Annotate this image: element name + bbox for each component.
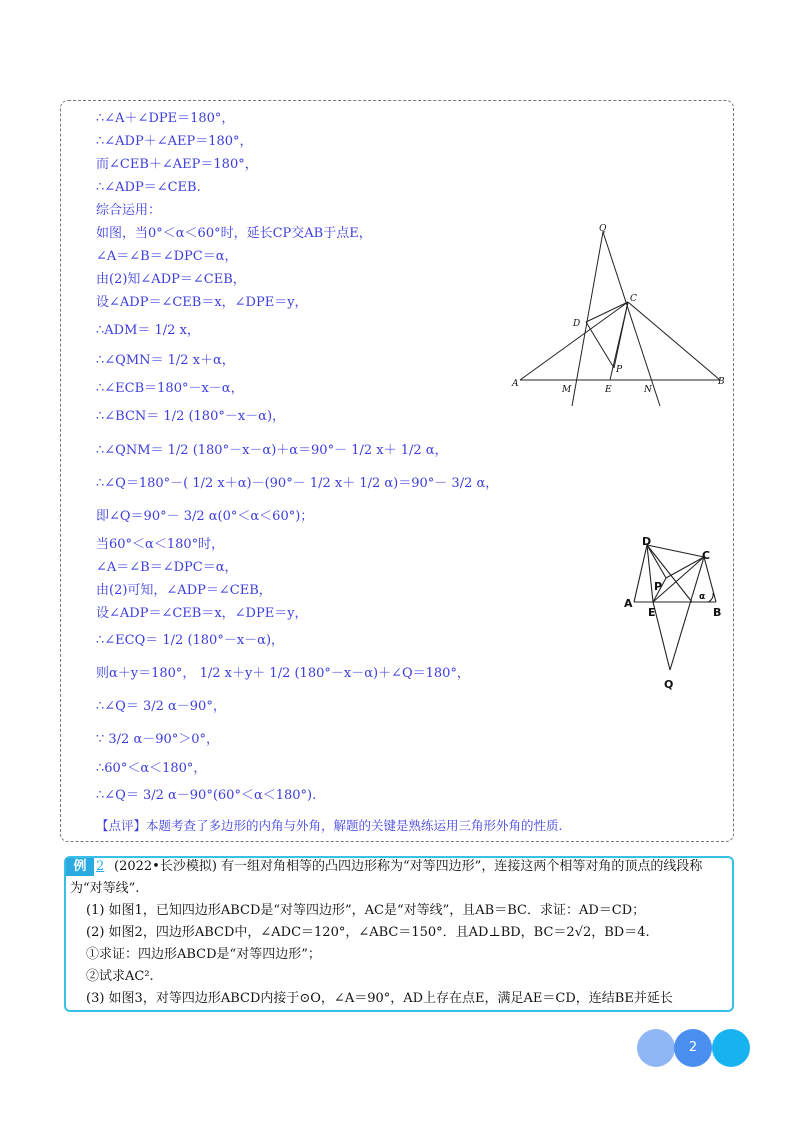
label-d: D — [573, 319, 581, 329]
example-line: (2022•长沙模拟) 有一组对角相等的凸四边形称为“对等四边形”，连接这两个相等对角的顶点的线段称 — [114, 859, 703, 874]
example-line: (3) 如图3，对等四边形ABCD内接于⊙O，∠A＝90°，AD上存在点E，满足AE＝CD，连结BE并延长 — [86, 991, 673, 1006]
example-line: 为“对等线”. — [70, 881, 140, 896]
solution-line: 综合运用： — [96, 203, 162, 218]
label-alpha: α — [699, 592, 706, 602]
label-m: M — [562, 385, 572, 395]
solution-line: ∴∠ADP＝∠CEB. — [96, 180, 201, 195]
label-p: P — [654, 580, 663, 593]
solution-line: ∴∠A＋∠DPE＝180°， — [96, 111, 235, 126]
label-q: Q — [664, 678, 674, 691]
example-line: (2) 如图2，四边形ABCD中，∠ADC＝120°，∠ABC＝150°．且AD⊥BD，BC＝2√2，BD＝4. — [86, 925, 650, 940]
label-a: A — [512, 379, 519, 389]
solution-line: ∴∠QMN＝ 1/2 x＋α， — [96, 353, 235, 368]
solution-line: ∴∠ECB＝180°－x－α， — [96, 381, 244, 396]
solution-line: 由(2)知∠ADP＝∠CEB， — [96, 272, 246, 287]
solution-line: ∴∠ADP＋∠AEP＝180°， — [96, 134, 253, 149]
review-comment: 【点评】本题考查了多边形的内角与外角，解题的关键是熟练运用三角形外角的性质. — [96, 818, 563, 833]
example-badge: 例 — [66, 858, 94, 876]
solution-line: 由(2)可知，∠ADP＝∠CEB， — [96, 583, 272, 598]
solution-line: ∠A＝∠B＝∠DPC＝α， — [96, 249, 238, 264]
label-a: A — [624, 597, 633, 610]
solution-line: ∠A＝∠B＝∠DPC＝α， — [96, 560, 238, 575]
label-c: C — [702, 549, 711, 562]
label-e: E — [648, 606, 656, 619]
label-q: Q — [599, 224, 607, 234]
solution-line: ∵ 3/2 α－90°＞0°， — [96, 732, 220, 747]
solution-line: ∴∠Q＝180°－( 1/2 x＋α)－(90°－ 1/2 x＋ 1/2 α)＝90°－ 3/2 α， — [96, 476, 499, 491]
solution-line: ∴60°＜α＜180°， — [96, 761, 207, 776]
solution-line: ∴∠ECQ＝ 1/2 (180°－x－α)， — [96, 633, 285, 648]
example-number: 2 — [96, 859, 105, 874]
decor-circle-left — [637, 1029, 675, 1067]
label-c: C — [630, 294, 637, 304]
decor-circle-right — [712, 1029, 750, 1067]
label-b: B — [713, 606, 722, 619]
solution-line: 即∠Q＝90°－ 3/2 α(0°＜α＜60°)； — [96, 509, 314, 524]
solution-line: 如图，当0°＜α＜60°时，延长CP交AB于点E， — [96, 226, 372, 241]
example-line: ①求证：四边形ABCD是“对等四边形”； — [86, 947, 321, 962]
solution-line: ∴ADM＝ 1/2 x， — [96, 323, 200, 338]
example-line: (1) 如图1，已知四边形ABCD是“对等四边形”，AC是“对等线”，且AB＝BC．求证：AD＝CD； — [86, 903, 646, 918]
page-number: 2 — [674, 1029, 712, 1067]
solution-line: 则α＋y＝180°， 1/2 x＋y＋ 1/2 (180°－x－α)＋∠Q＝180°， — [96, 666, 470, 681]
solution-line: ∴∠QNM＝ 1/2 (180°－x－α)＋α＝90°－ 1/2 x＋ 1/2 α， — [96, 443, 448, 458]
solution-line: 当60°＜α＜180°时， — [96, 537, 225, 552]
example-line: ②试求AC². — [86, 969, 154, 984]
solution-line: 而∠CEB＋∠AEP＝180°， — [96, 157, 258, 172]
solution-line: 设∠ADP＝∠CEB＝x，∠DPE＝y， — [96, 295, 308, 310]
solution-line: ∴∠Q＝ 3/2 α－90°(60°＜α＜180°). — [96, 788, 317, 803]
label-d: D — [642, 535, 652, 548]
label-e: E — [605, 385, 612, 395]
label-p: P — [616, 365, 623, 375]
solution-line: ∴∠Q＝ 3/2 α－90°， — [96, 699, 226, 714]
solution-line: ∴∠BCN＝ 1/2 (180°－x－α)， — [96, 409, 286, 424]
label-n: N — [644, 385, 652, 395]
solution-line: 设∠ADP＝∠CEB＝x，∠DPE＝y， — [96, 606, 308, 621]
label-b: B — [718, 377, 725, 387]
